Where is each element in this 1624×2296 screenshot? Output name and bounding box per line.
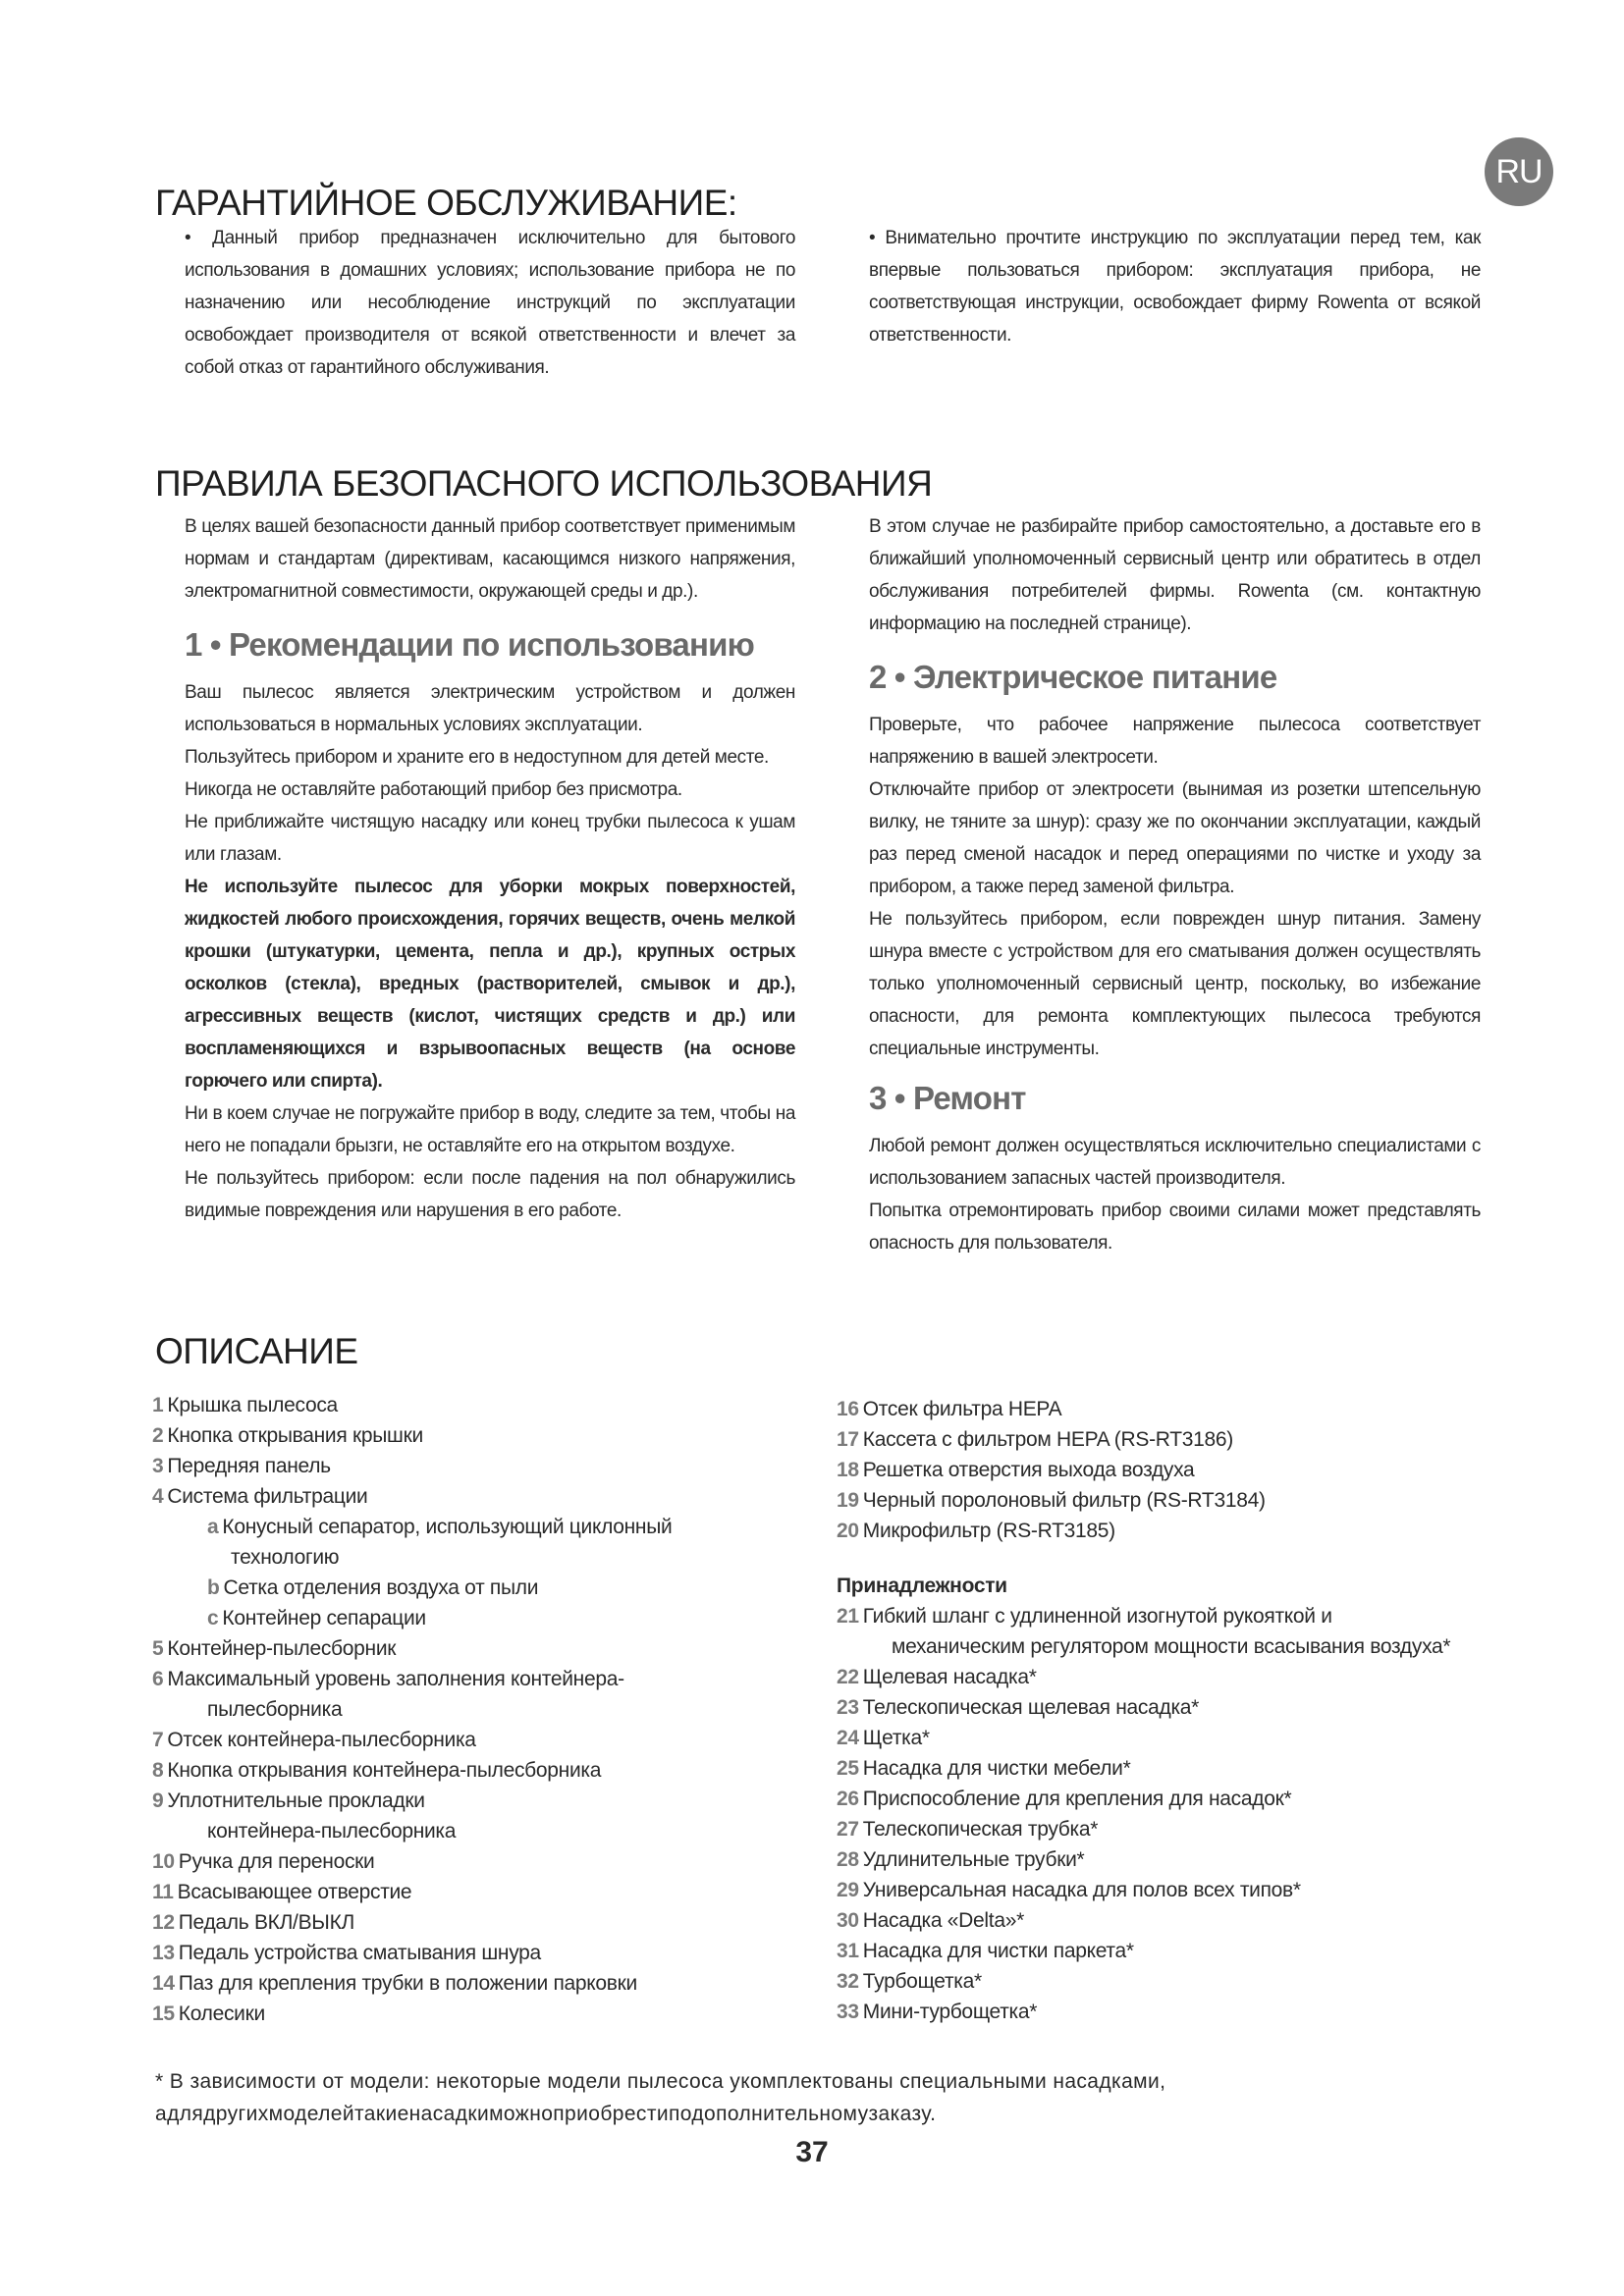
list-item bbox=[152, 1846, 672, 1877]
item-number: 32 bbox=[837, 1970, 859, 1993]
paragraph: Попытка отремонтировать прибор своими силами может представлять опасность для пользователя. bbox=[869, 1201, 1481, 1254]
item-number: 24 bbox=[837, 1727, 859, 1749]
item-number: a bbox=[207, 1516, 219, 1538]
list-item bbox=[152, 1420, 672, 1451]
list-item bbox=[152, 1512, 672, 1542]
item-number: 30 bbox=[837, 1909, 859, 1932]
list-item bbox=[152, 1603, 672, 1633]
list-item bbox=[152, 1633, 672, 1664]
list-item bbox=[837, 1692, 1450, 1723]
item-number: 22 bbox=[837, 1666, 859, 1688]
item-label: Уплотнительные прокладки bbox=[167, 1789, 425, 1812]
item-number: 10 bbox=[152, 1850, 175, 1873]
item-number: 8 bbox=[152, 1759, 164, 1782]
item-label: Гибкий шланг с удлиненной изогнутой рукояткой и bbox=[862, 1605, 1332, 1628]
item-label: Решетка отверстия выхода воздуха bbox=[862, 1459, 1195, 1481]
list-item bbox=[837, 1997, 1450, 2027]
warranty-left-text bbox=[185, 222, 795, 384]
item-number: 9 bbox=[152, 1789, 164, 1812]
paragraph: Ваш пылесос является электрическим устройством и должен использоваться в нормальных условиях эксплуатации. bbox=[185, 682, 795, 735]
parts-list-left bbox=[152, 1390, 672, 2029]
item-label: Щелевая насадка* bbox=[862, 1666, 1037, 1688]
item-number: 25 bbox=[837, 1757, 859, 1780]
item-number: 3 bbox=[152, 1455, 164, 1477]
list-item bbox=[837, 1485, 1450, 1516]
list-item bbox=[837, 1784, 1450, 1814]
item-number: c bbox=[207, 1607, 219, 1629]
list-item bbox=[152, 1664, 672, 1694]
list-item bbox=[152, 1907, 672, 1938]
list-item bbox=[837, 1905, 1450, 1936]
warranty-right-text bbox=[869, 222, 1481, 351]
item-number: b bbox=[207, 1576, 220, 1599]
item-number: 12 bbox=[152, 1911, 175, 1934]
list-item bbox=[152, 1573, 672, 1603]
list-item bbox=[152, 1999, 672, 2029]
item-number: 15 bbox=[152, 2002, 175, 2025]
item-label: Насадка для чистки мебели* bbox=[862, 1757, 1131, 1780]
item-label: Щетка* bbox=[862, 1727, 930, 1749]
item-label: Универсальная насадка для полов всех типов* bbox=[862, 1879, 1301, 1901]
paragraph: Отключайте прибор от электросети (вынимая из розетки штепсельную вилку, не тяните за шнур): сразу же по окончании эксплуатации, каждый раз перед сменой насадок и перед операциями по чистке и уходу за прибором, а также перед заменой фильтра. bbox=[869, 779, 1481, 897]
item-label: Отсек контейнера-пылесборника bbox=[167, 1729, 476, 1751]
item-number: 2 bbox=[152, 1424, 164, 1447]
paragraph: Не пользуйтесь прибором, если поврежден шнур питания. Замену шнура вместе с устройством для его сматывания должен осуществлять только уполномоченный сервисный центр, поскольку, во избежание опасности, для ремонта комплектующих пылесоса требуются специальные инструменты. bbox=[869, 909, 1481, 1059]
list-item bbox=[152, 1481, 672, 1512]
item-label: контейнера-пылесборника bbox=[207, 1820, 457, 1842]
safety-right-column bbox=[869, 510, 1481, 1259]
item-number: 18 bbox=[837, 1459, 859, 1481]
paragraph: Не пользуйтесь прибором: если после падения на пол обнаружились видимые повреждения или нарушения в его работе. bbox=[185, 1168, 795, 1221]
item-number: 26 bbox=[837, 1788, 859, 1810]
list-item bbox=[837, 1601, 1450, 1631]
footnote bbox=[155, 2065, 1165, 2130]
item-label: Приспособление для крепления для насадок* bbox=[862, 1788, 1292, 1810]
item-label: Ручка для переноски bbox=[178, 1850, 375, 1873]
item-number: 31 bbox=[837, 1940, 859, 1962]
list-item-continuation bbox=[152, 1694, 672, 1725]
list-item bbox=[152, 1786, 672, 1816]
item-label: Педаль ВКЛ/ВЫКЛ bbox=[178, 1911, 355, 1934]
list-item bbox=[837, 1516, 1450, 1546]
item-number: 29 bbox=[837, 1879, 859, 1901]
list-item bbox=[837, 1424, 1450, 1455]
language-badge: RU bbox=[1485, 137, 1553, 206]
section-2-heading: 2 • Электрическое питание bbox=[869, 659, 1277, 695]
item-number: 33 bbox=[837, 2001, 859, 2023]
item-label: Телескопическая трубка* bbox=[862, 1818, 1099, 1841]
item-label: Кассета с фильтром HEPA (RS-RT3186) bbox=[862, 1428, 1233, 1451]
list-item bbox=[837, 1936, 1450, 1966]
item-number: 1 bbox=[152, 1394, 164, 1416]
page-number: 37 bbox=[795, 2136, 829, 2168]
paragraph: Любой ремонт должен осуществляться исключительно специалистами с использованием запасных частей производителя. bbox=[869, 1136, 1481, 1189]
safety-left-intro bbox=[185, 510, 795, 1227]
item-number: 13 bbox=[152, 1942, 175, 1964]
item-number: 21 bbox=[837, 1605, 859, 1628]
item-label: Контейнер сепарации bbox=[222, 1607, 426, 1629]
item-label: Паз для крепления трубки в положении парковки bbox=[178, 1972, 637, 1995]
item-label: Кнопка открывания контейнера-пылесборника bbox=[167, 1759, 602, 1782]
item-number: 6 bbox=[152, 1668, 164, 1690]
item-label: Всасывающее отверстие bbox=[177, 1881, 412, 1903]
paragraph: • Данный прибор предназначен исключительно для бытового использования в домашних условиях; использование прибора не по назначению или несоблюдение инструкций по эксплуатации освобождает производителя от всякой ответственности и влечет за собой отказ от гарантийного обслуживания. bbox=[185, 228, 795, 378]
paragraph: Проверьте, что рабочее напряжение пылесоса соответствует напряжению в вашей электросети. bbox=[869, 715, 1481, 768]
item-label: Колесики bbox=[178, 2002, 265, 2025]
list-item bbox=[837, 1394, 1450, 1424]
item-number: 27 bbox=[837, 1818, 859, 1841]
list-item bbox=[837, 1966, 1450, 1997]
item-label: Насадка «Delta»* bbox=[862, 1909, 1024, 1932]
list-item bbox=[837, 1844, 1450, 1875]
list-item bbox=[152, 1877, 672, 1907]
list-item-continuation bbox=[837, 1631, 1450, 1662]
list-item bbox=[837, 1753, 1450, 1784]
description-heading: ОПИСАНИЕ bbox=[155, 1331, 358, 1371]
item-label: Отсек фильтра HEPA bbox=[862, 1398, 1062, 1420]
item-number: 11 bbox=[152, 1881, 174, 1903]
list-item bbox=[837, 1814, 1450, 1844]
item-number: 17 bbox=[837, 1428, 859, 1451]
item-label: технологию bbox=[231, 1546, 340, 1569]
item-number: 7 bbox=[152, 1729, 164, 1751]
item-label: Турбощетка* bbox=[862, 1970, 982, 1993]
list-item bbox=[152, 1725, 672, 1755]
item-label: Конусный сепаратор, использующий циклонный bbox=[222, 1516, 673, 1538]
section-1-heading: 1 • Рекомендации по использованию bbox=[185, 626, 754, 663]
item-number: 14 bbox=[152, 1972, 175, 1995]
item-number: 28 bbox=[837, 1848, 859, 1871]
list-item bbox=[152, 1755, 672, 1786]
list-item bbox=[152, 1451, 672, 1481]
item-label: Телескопическая щелевая насадка* bbox=[862, 1696, 1200, 1719]
footnote-line: адлядругихмоделейтакиенасадкиможноприобрестиподополнительномузаказу. bbox=[155, 2103, 937, 2125]
item-number: 5 bbox=[152, 1637, 164, 1660]
list-item bbox=[837, 1723, 1450, 1753]
paragraph: Пользуйтесь прибором и храните его в недоступном для детей месте. bbox=[185, 747, 769, 768]
paragraph: Ни в коем случае не погружайте прибор в воду, следите за тем, чтобы на него не попадали брызги, не оставляйте его на открытом воздухе. bbox=[185, 1103, 795, 1156]
warning-paragraph: Не используйте пылесос для уборки мокрых поверхностей, жидкостей любого происхождения, горячих веществ, очень мелкой крошки (штукатурки, цемента, пепла и др.), крупных острых осколков (стекла), вредных (растворителей, смывок и др.), агрессивных веществ (кислот, чистящих средств и др.) или воспламеняющихся и взрывоопасных веществ (на основе горючего или спирта). bbox=[185, 877, 795, 1092]
item-number: 20 bbox=[837, 1520, 859, 1542]
item-label: пылесборника bbox=[207, 1698, 343, 1721]
item-label: Педаль устройства сматывания шнура bbox=[178, 1942, 541, 1964]
list-item-continuation bbox=[152, 1816, 672, 1846]
paragraph: В этом случае не разбирайте прибор самостоятельно, а доставьте его в ближайший уполномоченный сервисный центр или обратитесь в отдел обслуживания потребителей фирмы. Rowenta (см. контактную информацию на последней странице). bbox=[869, 516, 1481, 634]
list-item bbox=[152, 1938, 672, 1968]
paragraph: Никогда не оставляйте работающий прибор без присмотра. bbox=[185, 779, 682, 800]
item-label: Крышка пылесоса bbox=[167, 1394, 338, 1416]
item-number: 4 bbox=[152, 1485, 164, 1508]
section-3-heading: 3 • Ремонт bbox=[869, 1080, 1026, 1116]
footnote-line: * В зависимости от модели: некоторые модели пылесоса укомплектованы специальными насадками, bbox=[155, 2070, 1166, 2093]
item-number: 19 bbox=[837, 1489, 859, 1512]
item-number: 23 bbox=[837, 1696, 859, 1719]
paragraph: • Внимательно прочтите инструкцию по эксплуатации перед тем, как впервые пользоваться прибором: эксплуатация прибора, не соответствующая инструкции, освобождает фирму Rowenta от всякой ответственности. bbox=[869, 228, 1481, 346]
list-item bbox=[837, 1662, 1450, 1692]
list-item bbox=[152, 1390, 672, 1420]
item-label: Насадка для чистки паркета* bbox=[862, 1940, 1134, 1962]
item-label: Максимальный уровень заполнения контейнера- bbox=[167, 1668, 624, 1690]
item-label: Контейнер-пылесборник bbox=[167, 1637, 397, 1660]
parts-list-right bbox=[837, 1394, 1450, 2027]
item-label: Кнопка открывания крышки bbox=[167, 1424, 423, 1447]
accessories-heading: Принадлежности bbox=[837, 1575, 1007, 1597]
item-label: Сетка отделения воздуха от пыли bbox=[223, 1576, 539, 1599]
item-number: 16 bbox=[837, 1398, 859, 1420]
list-item bbox=[837, 1875, 1450, 1905]
paragraph: Не приближайте чистящую насадку или конец трубки пылесоса к ушам или глазам. bbox=[185, 812, 795, 865]
item-label: Удлинительные трубки* bbox=[862, 1848, 1085, 1871]
safety-heading: ПРАВИЛА БЕЗОПАСНОГО ИСПОЛЬЗОВАНИЯ bbox=[155, 463, 933, 504]
item-label: Микрофильтр (RS-RT3185) bbox=[862, 1520, 1115, 1542]
item-label: Передняя панель bbox=[167, 1455, 331, 1477]
item-label: Мини-турбощетка* bbox=[862, 2001, 1038, 2023]
item-label: механическим регулятором мощности всасывания воздуха* bbox=[892, 1635, 1451, 1658]
item-label: Черный поролоновый фильтр (RS-RT3184) bbox=[862, 1489, 1266, 1512]
list-item bbox=[152, 1968, 672, 1999]
warranty-heading: ГАРАНТИЙНОЕ ОБСЛУЖИВАНИЕ: bbox=[155, 183, 737, 223]
item-label: Система фильтрации bbox=[167, 1485, 368, 1508]
list-item-continuation bbox=[152, 1542, 672, 1573]
paragraph: В целях вашей безопасности данный прибор соответствует применимым нормам и стандартам (директивам, касающимся низкого напряжения, электромагнитной совместимости, окружающей среды и др.). bbox=[185, 516, 795, 602]
list-item bbox=[837, 1455, 1450, 1485]
